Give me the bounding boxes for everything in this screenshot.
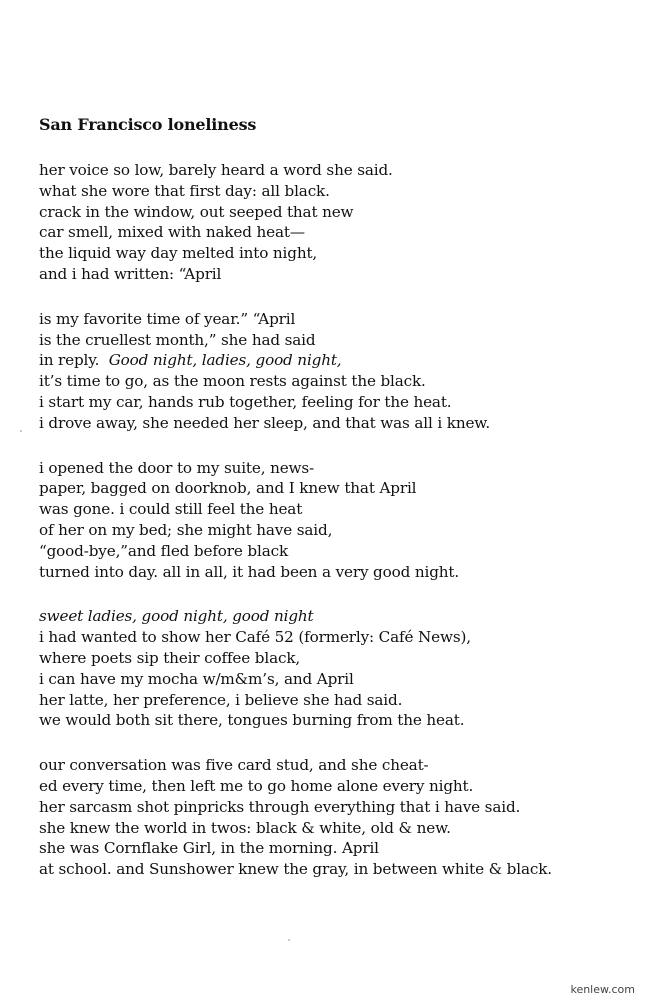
poem-line: is the cruellest month,” she had said bbox=[39, 330, 316, 349]
watermark: kenlew.com bbox=[570, 983, 635, 996]
poem-line: and i had written: “April bbox=[39, 264, 222, 283]
poem-line-mixed bbox=[39, 350, 619, 371]
scan-speck bbox=[20, 430, 22, 432]
poem-title: San Francisco loneliness bbox=[39, 115, 257, 134]
poem-line: where poets sip their coffee black, bbox=[39, 648, 301, 667]
poem-line: i drove away, she needed her sleep, and that was all i knew. bbox=[39, 413, 491, 432]
poem-page bbox=[39, 114, 619, 904]
poem-line: “good-bye,”and fled before black bbox=[39, 541, 289, 560]
stanza-2 bbox=[39, 309, 619, 434]
poem-line: her sarcasm shot pinpricks through everything that i have said. bbox=[39, 797, 521, 816]
poem-line: car smell, mixed with naked heat— bbox=[39, 223, 305, 242]
poem-line: it’s time to go, as the moon rests against the black. bbox=[39, 372, 426, 391]
poem-line: the liquid way day melted into night, bbox=[39, 244, 318, 263]
poem-line: our conversation was five card stud, and she cheat- bbox=[39, 756, 429, 775]
poem-line: she knew the world in twos: black & white, old & new. bbox=[39, 818, 451, 837]
poem-line: her voice so low, barely heard a word she said. bbox=[39, 161, 393, 179]
poem-line: i had wanted to show her Café 52 (formerly: Café News), bbox=[39, 628, 471, 647]
stanza-3 bbox=[39, 458, 619, 583]
poem-line-italic-part: Good night, ladies, good night, bbox=[108, 351, 342, 370]
poem-line: i start my car, hands rub together, feeling for the heat. bbox=[39, 392, 452, 411]
stanza-5 bbox=[39, 755, 619, 880]
poem-line-italic: sweet ladies, good night, good night bbox=[39, 607, 314, 626]
poem-line: i can have my mocha w/m&m’s, and April bbox=[39, 669, 354, 688]
scan-speck bbox=[288, 939, 290, 941]
poem-line: crack in the window, out seeped that new bbox=[39, 202, 354, 221]
stanza-1 bbox=[39, 160, 619, 285]
poem-line: her latte, her preference, i believe she had said. bbox=[39, 690, 403, 709]
stanza-4 bbox=[39, 606, 619, 731]
poem-line-plain-part: in reply. bbox=[39, 351, 109, 370]
poem-line: i opened the door to my suite, news- bbox=[39, 458, 315, 477]
poem-line: ed every time, then left me to go home alone every night. bbox=[39, 776, 474, 795]
poem-line: paper, bagged on doorknob, and I knew that April bbox=[39, 479, 417, 498]
poem-line: she was Cornflake Girl, in the morning. April bbox=[39, 839, 379, 858]
poem-line: of her on my bed; she might have said, bbox=[39, 520, 333, 539]
poem-line: is my favorite time of year.” “April bbox=[39, 309, 296, 328]
poem-line: turned into day. all in all, it had been a very good night. bbox=[39, 562, 460, 581]
poem-line: was gone. i could still feel the heat bbox=[39, 500, 303, 519]
poem-line: we would both sit there, tongues burning from the heat. bbox=[39, 711, 465, 730]
poem-line: what she wore that first day: all black. bbox=[39, 181, 330, 200]
poem-line: at school. and Sunshower knew the gray, in between white & black. bbox=[39, 860, 552, 879]
